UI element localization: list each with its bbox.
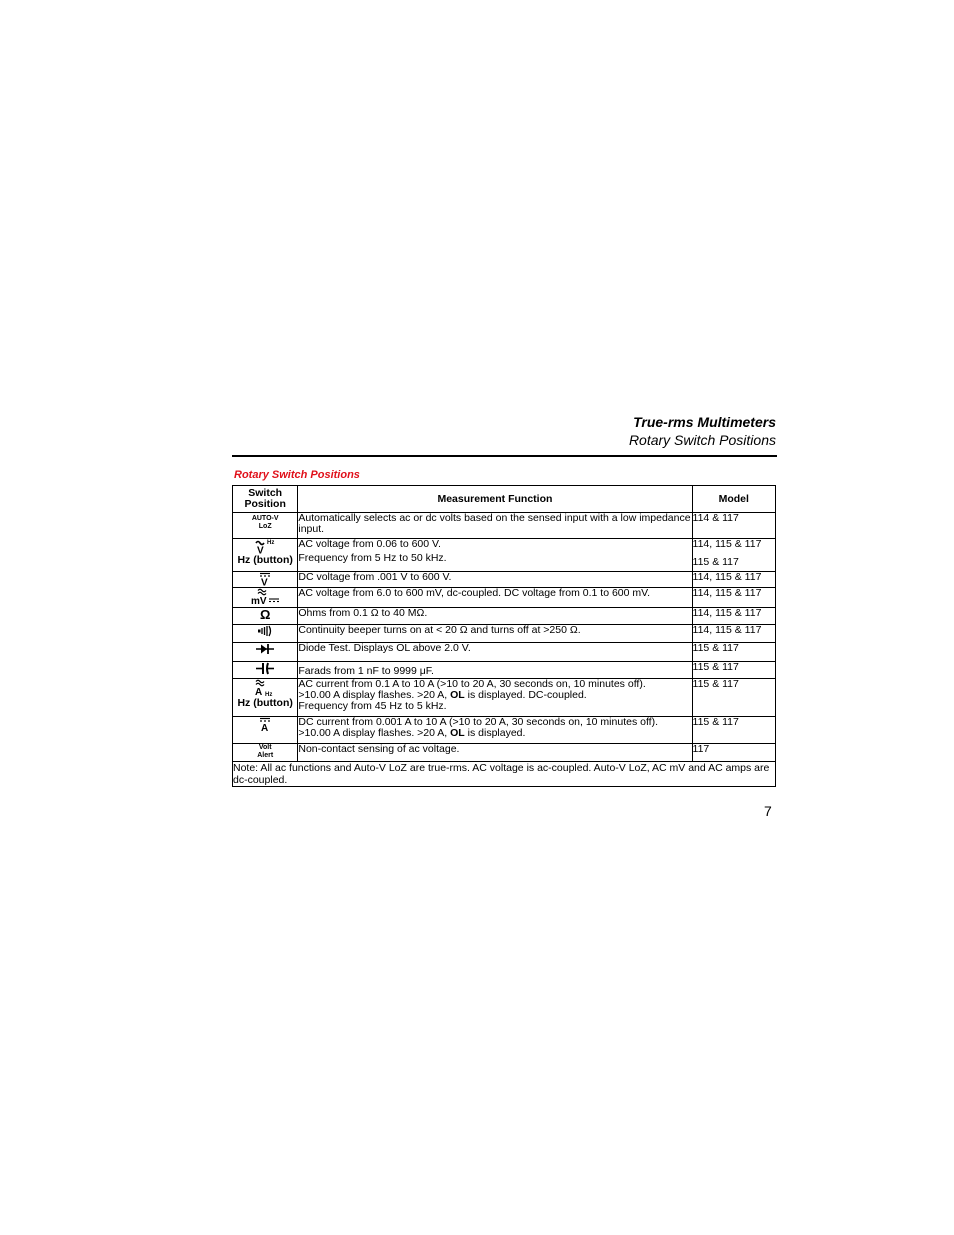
auto-v-loz-icon: AUTO-V LoZ — [251, 515, 279, 530]
millivolts-icon — [233, 588, 297, 605]
table-header-row — [233, 486, 776, 513]
table-row — [233, 608, 776, 625]
function-cell: DC voltage from .001 V to 600 V. — [298, 572, 692, 588]
table-row — [233, 539, 776, 572]
switch-cell — [233, 625, 298, 643]
model-cell: 114, 115 & 117 — [692, 625, 775, 643]
table-row — [233, 662, 776, 679]
header-switch-position: Switch Position — [233, 486, 298, 513]
table-row — [233, 572, 776, 588]
section-subtitle: Rotary Switch Positions — [628, 432, 776, 448]
model-cell: 114, 115 & 117 115 & 117 — [692, 539, 775, 572]
switch-cell — [233, 513, 298, 539]
function-cell: DC current from 0.001 A to 10 A (>10 to 20 A, 30 seconds on, 10 minutes off). >10.00 A display flashes. >20 A, OL is displayed. — [298, 717, 692, 744]
switch-cell — [233, 744, 298, 762]
volt-alert-icon: Volt Alert — [257, 744, 274, 759]
switch-cell — [233, 588, 298, 608]
table-row — [233, 588, 776, 608]
ohms-icon: Ω — [259, 607, 271, 622]
function-cell: Continuity beeper turns on at < 20 Ω and turns off at >250 Ω. — [298, 625, 692, 643]
svg-text:A: A — [261, 723, 269, 732]
table-row — [233, 744, 776, 762]
function-cell: Ohms from 0.1 Ω to 40 MΩ. — [298, 608, 692, 625]
header-measurement-function: Measurement Function — [298, 486, 692, 513]
dc-amps-icon — [233, 717, 297, 732]
switch-cell — [233, 539, 298, 572]
page-number: 7 — [764, 803, 772, 819]
switch-cell — [233, 608, 298, 625]
capacitor-icon — [233, 662, 297, 675]
model-cell: 115 & 117 — [692, 662, 775, 679]
svg-text:Hz: Hz — [265, 692, 273, 697]
function-cell: AC voltage from 0.06 to 600 V. Frequency from 5 Hz to 50 kHz. — [298, 539, 692, 572]
table-note-row — [233, 762, 776, 787]
ac-volts-hz-icon — [233, 539, 297, 554]
switch-cell — [233, 572, 298, 588]
switch-cell — [233, 662, 298, 679]
continuity-beeper-icon — [233, 625, 297, 637]
section-title: True-rms Multimeters — [633, 414, 776, 430]
model-cell: 114, 115 & 117 — [692, 572, 775, 588]
switch-cell — [233, 717, 298, 744]
table-row — [233, 679, 776, 717]
dc-volts-icon — [233, 572, 297, 586]
table-row — [233, 625, 776, 643]
function-cell: AC current from 0.1 A to 10 A (>10 to 20 A, 30 seconds on, 10 minutes off). >10.00 A display flashes. >20 A, OL is displayed. DC-coupled. Frequency from 45 Hz to 5 kHz. — [298, 679, 692, 717]
model-cell: 114, 115 & 117 — [692, 588, 775, 608]
table-note: Note: All ac functions and Auto-V LoZ are true-rms. AC voltage is ac-coupled. Auto-V LoZ, AC mV and AC amps are dc-coupled. — [233, 762, 776, 787]
model-cell: 115 & 117 — [692, 717, 775, 744]
svg-text:V: V — [257, 545, 264, 554]
model-cell: 115 & 117 — [692, 643, 775, 662]
hz-button-label: Hz (button) — [237, 554, 293, 566]
hz-button-label: Hz (button) — [237, 697, 293, 709]
model-cell: 117 — [692, 744, 775, 762]
rotary-switch-table — [232, 485, 776, 787]
svg-text:A: A — [255, 687, 263, 697]
table-row — [233, 717, 776, 744]
switch-cell — [233, 643, 298, 662]
diode-icon — [233, 643, 297, 655]
header-divider — [232, 455, 777, 457]
svg-text:Hz: Hz — [267, 540, 275, 546]
function-cell: Diode Test. Displays OL above 2.0 V. — [298, 643, 692, 662]
svg-text:V: V — [261, 577, 268, 586]
svg-text:mV: mV — [251, 596, 267, 605]
switch-cell — [233, 679, 298, 717]
ac-amps-hz-icon — [233, 679, 297, 697]
table-row — [233, 643, 776, 662]
header-model: Model — [692, 486, 775, 513]
function-cell: Non-contact sensing of ac voltage. — [298, 744, 692, 762]
model-cell: 114, 115 & 117 — [692, 608, 775, 625]
function-cell: Automatically selects ac or dc volts based on the sensed input with a low impedance input. — [298, 513, 692, 539]
function-cell: Farads from 1 nF to 9999 μF. — [298, 662, 692, 679]
model-cell: 114 & 117 — [692, 513, 775, 539]
function-cell: AC voltage from 6.0 to 600 mV, dc-coupled. DC voltage from 0.1 to 600 mV. — [298, 588, 692, 608]
model-cell: 115 & 117 — [692, 679, 775, 717]
table-row — [233, 513, 776, 539]
table-caption: Rotary Switch Positions — [234, 469, 360, 481]
